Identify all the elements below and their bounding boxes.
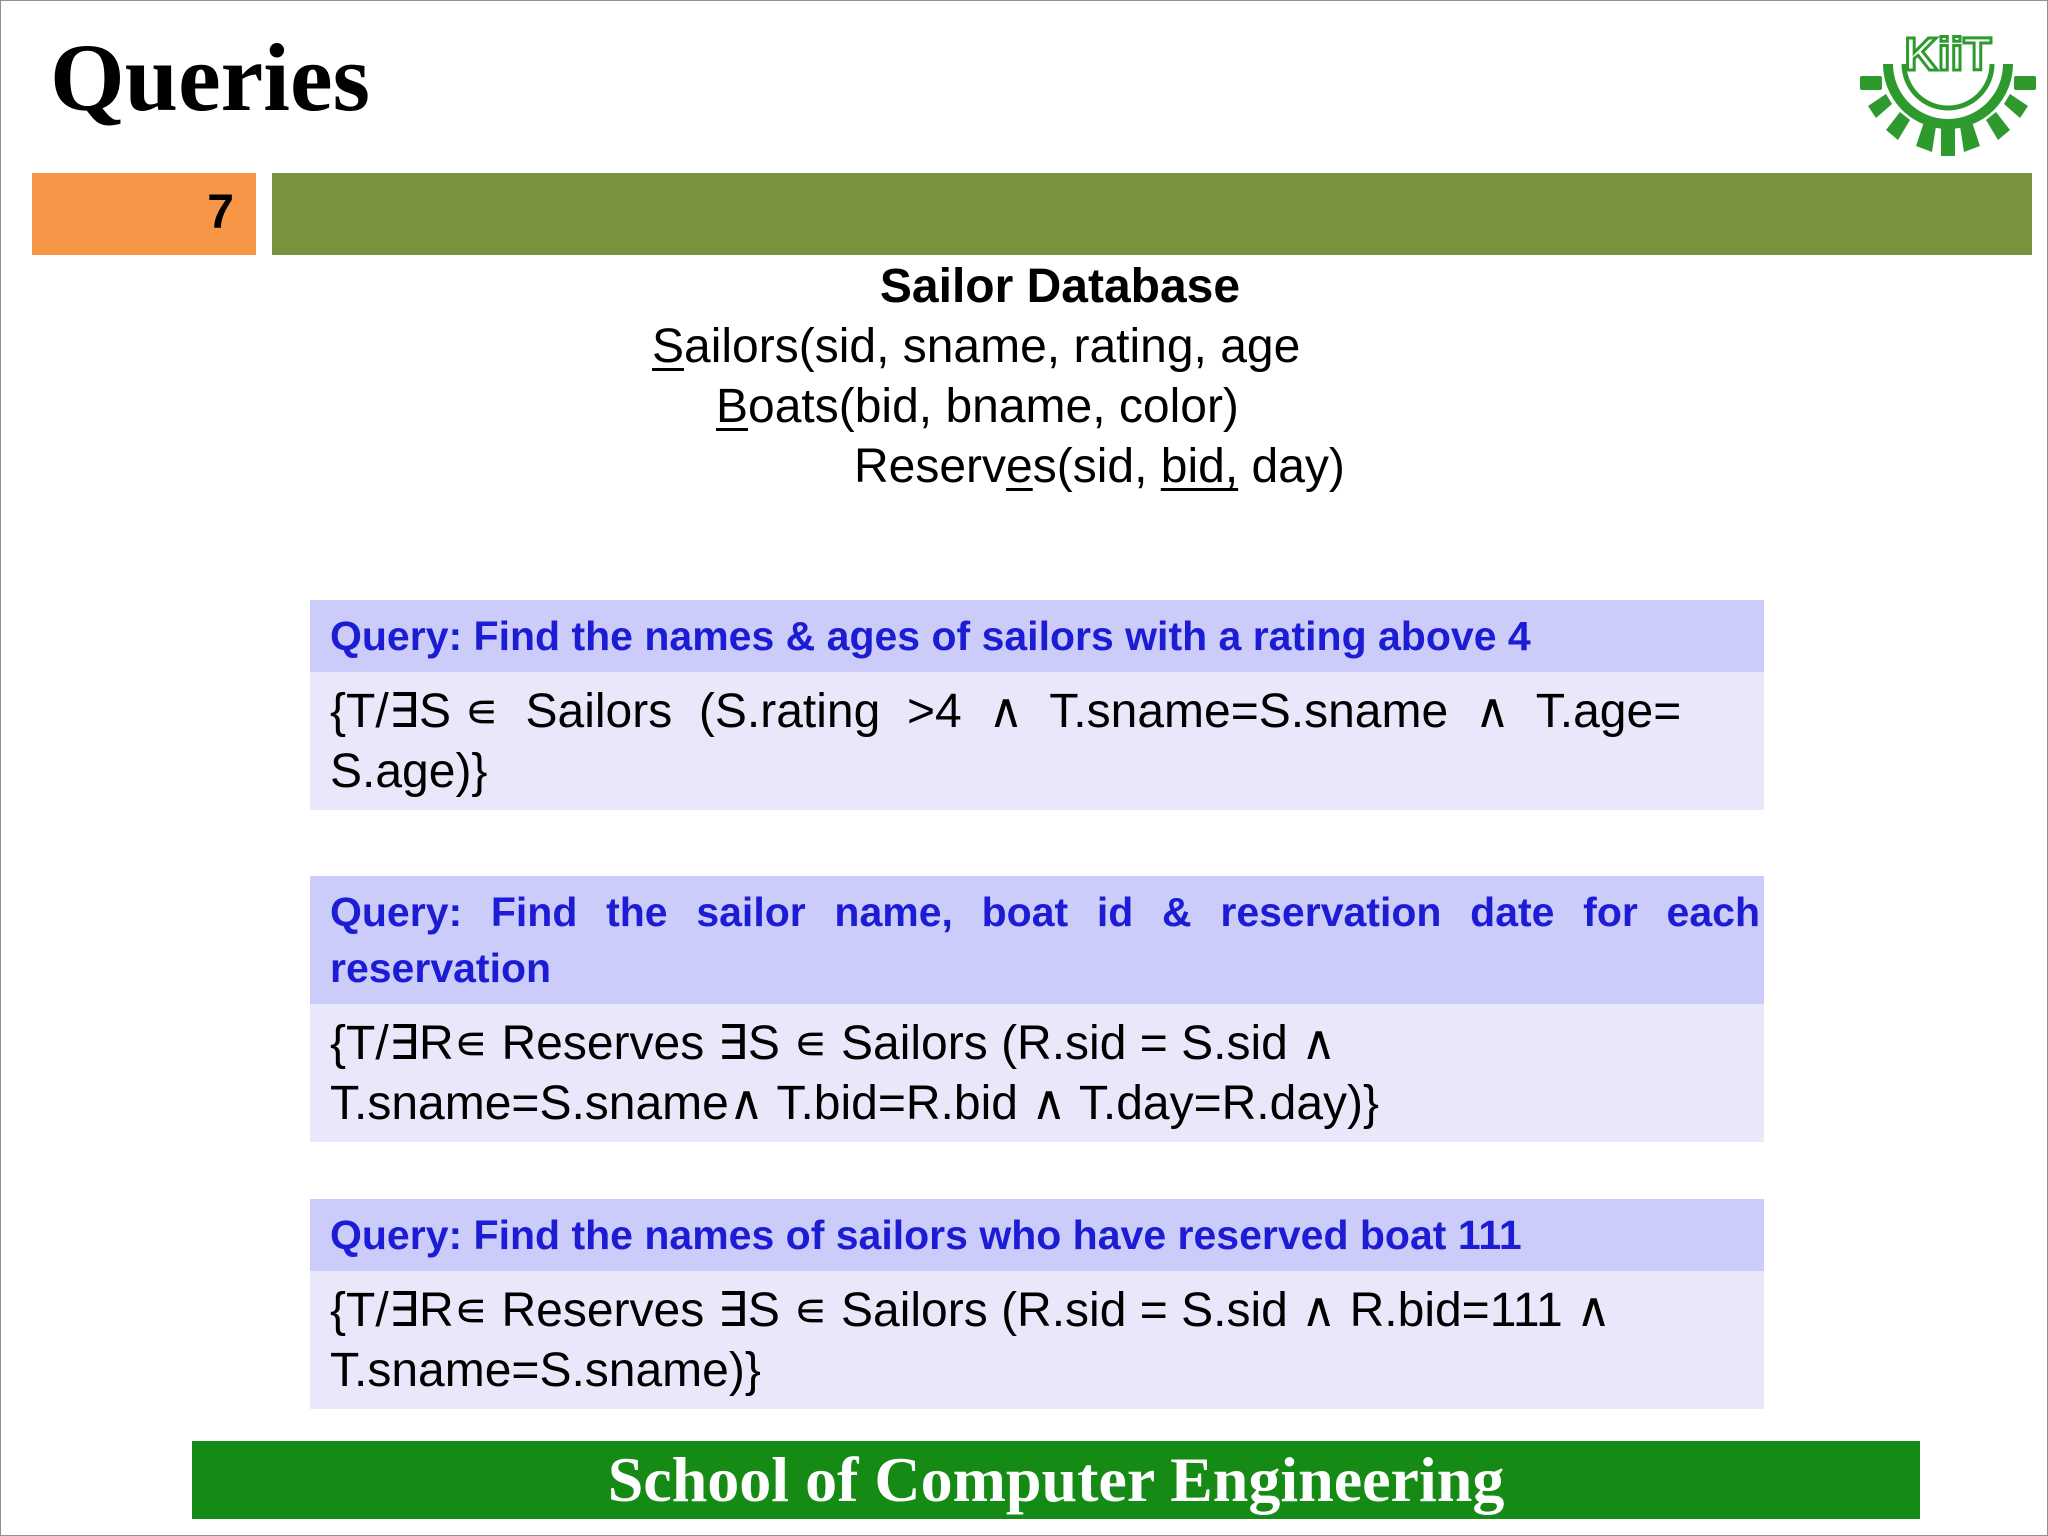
header-accent-bar [272, 173, 2032, 255]
query-heading: Query: Find the names & ages of sailors with a rating above 4 [310, 600, 1764, 672]
schema-sailors-text: ailors(sid, sname, rating, age [684, 320, 1301, 373]
schema-reserves-pre: Reserv [854, 440, 1007, 493]
query-expression-line: {T/∃R∊ Reserves ∃S ∊ Sailors (R.sid = S.sid ∧ R.bid=111 ∧ [330, 1284, 1612, 1337]
footer-text: School of Computer Engineering [607, 1444, 1505, 1515]
query-heading: Query: Find the sailor name, boat id & reservation date for each reservation [310, 876, 1764, 1004]
schema-sailors-key: S [652, 320, 685, 373]
query-box-1 [310, 600, 1764, 810]
query-expression-line: {T/∃R∊ Reserves ∃S ∊ Sailors (R.sid = S.sid ∧ [330, 1017, 1337, 1070]
logo-text: KiiT [1904, 28, 1992, 80]
query-heading: Query: Find the names of sailors who have reserved boat 111 [310, 1199, 1764, 1271]
schema-reserves-post: day) [1238, 440, 1345, 493]
database-title: Sailor Database [879, 260, 1241, 313]
query-box-3 [310, 1199, 1764, 1409]
query-expression [310, 1271, 1764, 1409]
schema-reserves-mid: s(sid, [1032, 440, 1161, 493]
schema-reserves [854, 438, 1345, 496]
query-expression-line: T.sname=S.sname∧ T.bid=R.bid ∧ T.day=R.day)} [330, 1077, 1380, 1130]
query-expression [310, 1004, 1764, 1142]
schema-reserves-key-bid: bid, [1160, 440, 1239, 493]
query-box-2 [310, 876, 1764, 1142]
schema-boats-text: oats(bid, bname, color) [748, 380, 1239, 433]
query-expression-line: T.sname=S.sname)} [330, 1344, 761, 1397]
schema-boats [716, 378, 1239, 436]
query-expression-line: S.age)} [330, 745, 488, 798]
slide-number-bar [32, 173, 256, 255]
query-expression-line: {T/∃S ∊ Sailors (S.rating >4 ∧ T.sname=S.sname ∧ T.age= [330, 685, 1682, 738]
footer-bar [192, 1441, 1920, 1519]
schema-reserves-key-e: e [1006, 440, 1033, 493]
query-expression [310, 672, 1764, 810]
schema-sailors [652, 318, 1300, 376]
schema-boats-key: B [716, 380, 749, 433]
slide-title: Queries [50, 24, 370, 131]
kiit-logo [1858, 24, 2038, 158]
slide-number: 7 [207, 186, 234, 239]
